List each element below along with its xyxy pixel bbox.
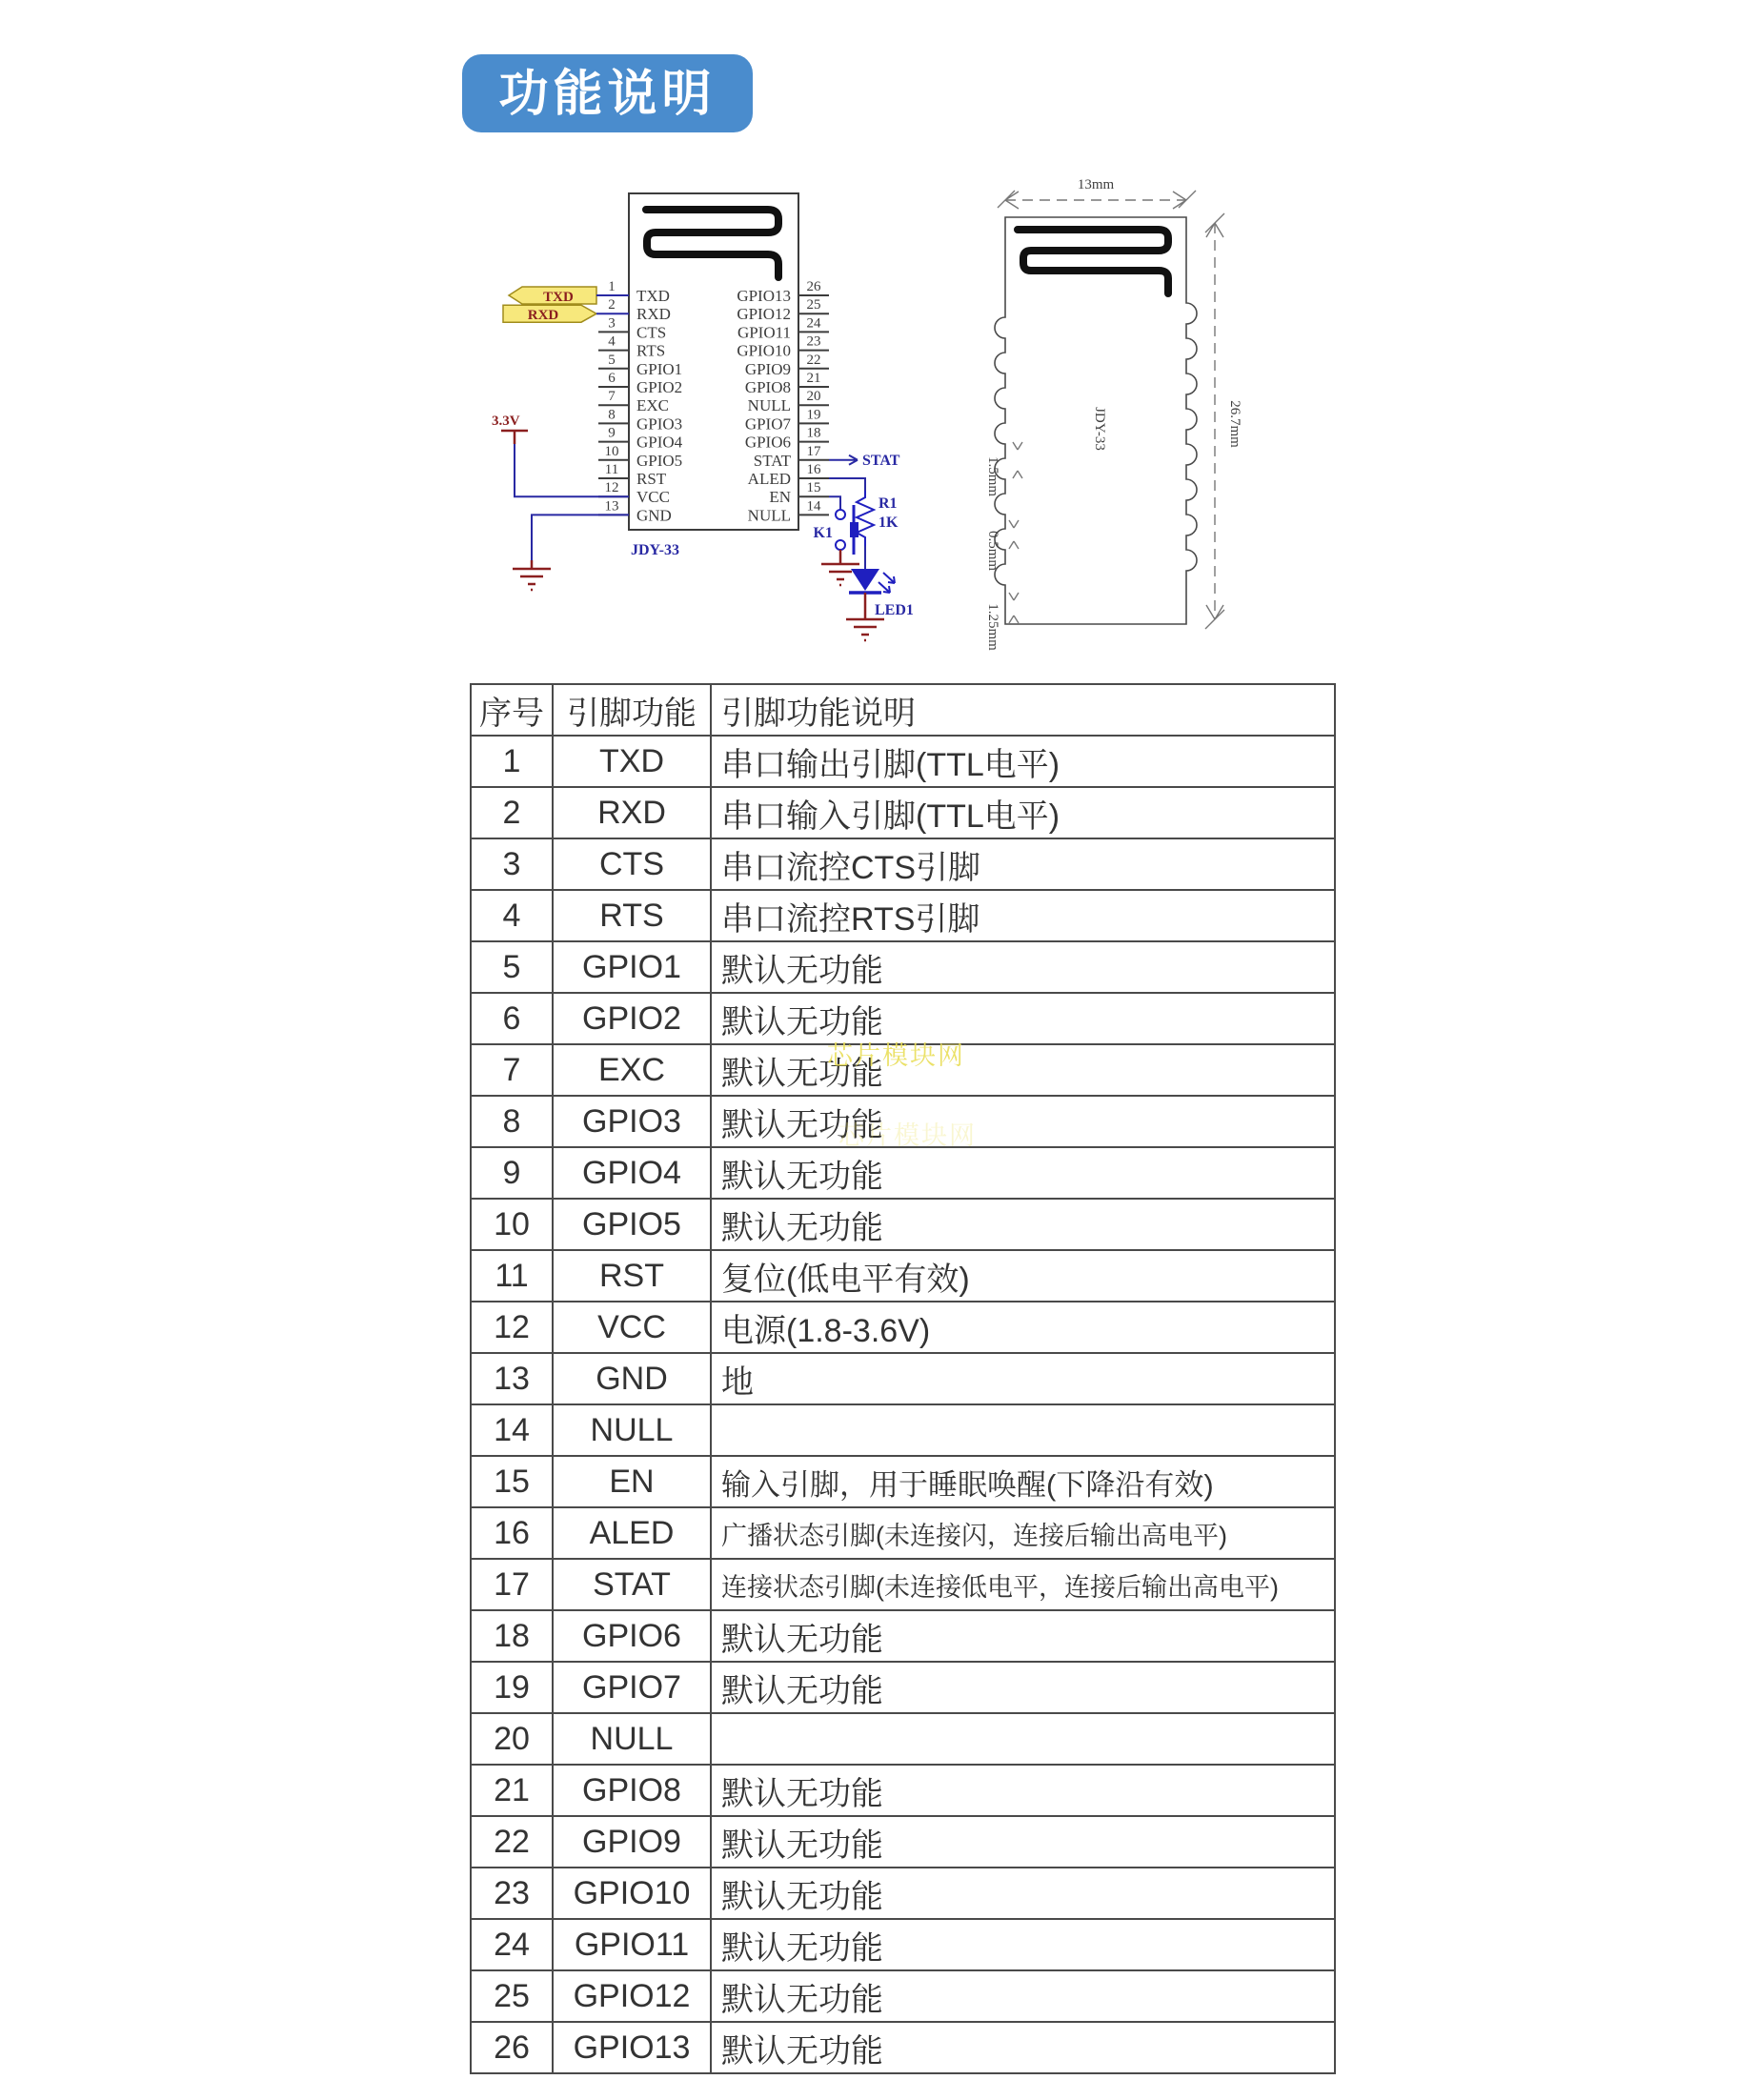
pin-label: TXD (636, 287, 670, 305)
column-header: 引脚功能说明 (711, 684, 1335, 736)
table-row (471, 1250, 1335, 1302)
pin-label: RTS (636, 341, 666, 360)
antenna-trace (646, 210, 778, 277)
led-ref: LED1 (875, 602, 914, 618)
right-pin-group (737, 279, 829, 524)
pin-name-cell: GPIO3 (553, 1096, 711, 1147)
pin-desc-cell: 默认无功能 (711, 1147, 1335, 1199)
pin-number: 6 (608, 371, 616, 386)
pin-desc-cell: 默认无功能 (711, 941, 1335, 993)
pad-dim-label-2: 0.5mm (985, 530, 1000, 572)
pin-name-cell: GND (553, 1353, 711, 1404)
table-row (471, 1970, 1335, 2022)
pin-number: 26 (806, 279, 821, 294)
pin-number-cell: 13 (471, 1353, 553, 1404)
pad-dim-arrows-2 (1009, 520, 1019, 549)
watermark-text: 芯片模块网 (827, 1041, 965, 1070)
table-row (471, 1868, 1335, 1919)
pin-label: GPIO6 (744, 433, 791, 452)
pin-label: GPIO10 (737, 341, 791, 360)
pin-number: 25 (806, 297, 821, 313)
pin-name-cell: CTS (553, 838, 711, 890)
pin-number: 9 (608, 425, 616, 441)
pin-name-cell: NULL (553, 1713, 711, 1765)
pin-number-cell: 23 (471, 1868, 553, 1919)
pin-number-cell: 1 (471, 736, 553, 787)
pin-desc-cell: 默认无功能 (711, 1970, 1335, 2022)
aled-wire (829, 478, 865, 491)
chip-ref-label: JDY-33 (631, 542, 679, 558)
pin-desc-cell: 广播状态引脚(未连接闪，连接后输出高电平) (711, 1507, 1335, 1559)
pin-label: GPIO2 (636, 378, 683, 396)
pin-name-cell: RTS (553, 890, 711, 941)
pin-label: CTS (636, 323, 667, 342)
gnd-net (513, 515, 629, 590)
pin-name-cell: GPIO6 (553, 1610, 711, 1662)
column-header: 引脚功能 (553, 684, 711, 736)
pin-number: 3 (608, 315, 616, 332)
pin-number: 11 (604, 462, 619, 477)
pin-number-cell: 18 (471, 1610, 553, 1662)
pin-number: 16 (806, 462, 821, 477)
pin-label: GPIO8 (744, 378, 791, 396)
pin-desc-cell: 默认无功能 (711, 1044, 1335, 1096)
pin-number-cell: 15 (471, 1456, 553, 1507)
pin-label: VCC (636, 488, 670, 507)
pad-dim-label-1: 1.5mm (985, 455, 1000, 497)
pin-label: NULL (747, 506, 791, 525)
pin-number: 21 (806, 371, 821, 386)
module-antenna-trace (1018, 230, 1168, 293)
table-row (471, 1507, 1335, 1559)
table-row (471, 1404, 1335, 1456)
pin-number: 19 (806, 407, 821, 423)
pin-number: 4 (608, 333, 616, 350)
pin-label: EN (769, 488, 791, 507)
rxd-flag-label: RXD (527, 308, 559, 323)
pin-number-cell: 24 (471, 1919, 553, 1970)
pin-number: 7 (608, 389, 616, 405)
pin-name-cell: GPIO13 (553, 2022, 711, 2073)
pin-number-cell: 12 (471, 1302, 553, 1353)
pin-name-cell: VCC (553, 1302, 711, 1353)
pin-label: ALED (747, 470, 791, 488)
table-row (471, 1353, 1335, 1404)
watermark-text: 芯片模块网 (838, 1121, 977, 1150)
column-header: 序号 (471, 684, 553, 736)
pin-desc-cell: 默认无功能 (711, 1096, 1335, 1147)
table-row (471, 890, 1335, 941)
pin-number: 13 (604, 498, 619, 515)
pin-number: 2 (608, 297, 616, 313)
pin-number-cell: 8 (471, 1096, 553, 1147)
pin-number-cell: 11 (471, 1250, 553, 1302)
pin-desc-cell (711, 1404, 1335, 1456)
power-label: 3.3V (492, 414, 520, 429)
table-row (471, 2022, 1335, 2073)
pin-name-cell: EXC (553, 1044, 711, 1096)
pin-number: 5 (608, 352, 616, 368)
pin-number-cell: 14 (471, 1404, 553, 1456)
pin-name-cell: RXD (553, 787, 711, 838)
pin-label: GPIO12 (737, 305, 791, 324)
pad-dim-arrows-3 (1009, 593, 1019, 623)
table-row (471, 787, 1335, 838)
button-cap (850, 522, 858, 537)
pin-desc-cell: 输入引脚，用于睡眠唤醒(下降沿有效) (711, 1456, 1335, 1507)
resistor-symbol (857, 491, 874, 546)
pin-name-cell: GPIO9 (553, 1816, 711, 1868)
pin-name-cell: GPIO11 (553, 1919, 711, 1970)
left-pin-group (598, 279, 683, 524)
table-row (471, 1713, 1335, 1765)
led-branch (829, 478, 914, 640)
pin-name-cell: GPIO4 (553, 1147, 711, 1199)
pin-desc-cell: 默认无功能 (711, 1919, 1335, 1970)
pin-number: 1 (608, 279, 616, 294)
pin-number-cell: 22 (471, 1816, 553, 1868)
pin-desc-cell: 默认无功能 (711, 1816, 1335, 1868)
pin-number: 18 (806, 425, 821, 441)
pin-desc-cell: 默认无功能 (711, 1662, 1335, 1713)
pin-label: GND (636, 506, 672, 525)
table-row (471, 1147, 1335, 1199)
table-row (471, 1044, 1335, 1096)
pin-number-cell: 6 (471, 993, 553, 1044)
pin-label: EXC (636, 396, 669, 415)
resistor-value: 1K (878, 515, 899, 531)
pin-number: 23 (806, 333, 821, 350)
table-row (471, 1199, 1335, 1250)
pin-number: 22 (806, 352, 821, 368)
pin-number-cell: 25 (471, 1970, 553, 2022)
pin-function-table (470, 683, 1336, 2074)
pin-number: 14 (806, 498, 821, 515)
pin-name-cell: GPIO10 (553, 1868, 711, 1919)
pin-number-cell: 7 (471, 1044, 553, 1096)
pin-name-cell: GPIO2 (553, 993, 711, 1044)
pin-desc-cell (711, 1713, 1335, 1765)
pin-name-cell: RST (553, 1250, 711, 1302)
pin-number-cell: 17 (471, 1559, 553, 1610)
pin-desc-cell: 默认无功能 (711, 1199, 1335, 1250)
pin-desc-cell: 串口流控CTS引脚 (711, 838, 1335, 890)
pin-number: 12 (604, 480, 619, 496)
pin-desc-cell: 默认无功能 (711, 1868, 1335, 1919)
pin-desc-cell: 串口输出引脚(TTL电平) (711, 736, 1335, 787)
pin-number: 10 (604, 443, 619, 459)
pin-number-cell: 4 (471, 890, 553, 941)
table-row (471, 736, 1335, 787)
gnd-wire (532, 515, 629, 560)
pin-number-cell: 2 (471, 787, 553, 838)
pin-number: 20 (806, 389, 821, 405)
pin-number-cell: 10 (471, 1199, 553, 1250)
table-row (471, 1610, 1335, 1662)
pin-label: RXD (636, 305, 671, 324)
module-silkscreen-label: JDY-33 (1092, 407, 1107, 451)
pin-label: RST (636, 470, 667, 488)
table-row (471, 1096, 1335, 1147)
pin-name-cell: GPIO5 (553, 1199, 711, 1250)
pin-label: GPIO1 (636, 359, 683, 378)
pin-desc-cell: 默认无功能 (711, 993, 1335, 1044)
width-dim-label: 13mm (1077, 177, 1115, 192)
pin-label: GPIO5 (636, 451, 683, 470)
resistor-ref: R1 (878, 495, 898, 512)
table-row (471, 1765, 1335, 1816)
button-terminal-top (836, 510, 845, 519)
pin-number: 15 (806, 480, 821, 496)
pin-number-cell: 16 (471, 1507, 553, 1559)
pin-number-cell: 19 (471, 1662, 553, 1713)
pin-desc-cell: 电源(1.8-3.6V) (711, 1302, 1335, 1353)
button-ground-symbol (821, 550, 859, 585)
table-row (471, 1456, 1335, 1507)
button-ref: K1 (813, 525, 833, 541)
table-row (471, 993, 1335, 1044)
pin-desc-cell: 复位(低电平有效) (711, 1250, 1335, 1302)
pin-desc-cell: 默认无功能 (711, 2022, 1335, 2073)
module-dimension-drawing (972, 143, 1296, 676)
pin-label: GPIO3 (636, 414, 683, 434)
stat-wire (829, 455, 858, 465)
table-row (471, 1919, 1335, 1970)
schematic-diagram (410, 133, 1000, 705)
led-emission-arrows (878, 573, 895, 593)
pin-label: GPIO11 (737, 323, 791, 342)
pin-number-cell: 5 (471, 941, 553, 993)
pin-number: 8 (608, 407, 616, 423)
pin-desc-cell: 默认无功能 (711, 1765, 1335, 1816)
pad-dim-arrows-1 (1013, 442, 1022, 478)
page-title: 功能说明 (462, 54, 753, 132)
pin-name-cell: GPIO7 (553, 1662, 711, 1713)
pin-name-cell: STAT (553, 1559, 711, 1610)
ground-symbol (513, 560, 551, 590)
pin-name-cell: ALED (553, 1507, 711, 1559)
pin-number-cell: 3 (471, 838, 553, 890)
stat-net (829, 453, 900, 469)
pin-label: GPIO4 (636, 433, 683, 452)
pin-label: GPIO13 (737, 287, 791, 305)
pin-label: GPIO9 (744, 359, 791, 378)
button-terminal-bottom (836, 540, 845, 550)
table-row (471, 1662, 1335, 1713)
table-row (471, 838, 1335, 890)
stat-label: STAT (862, 453, 900, 469)
en-wire (829, 496, 840, 510)
table-row (471, 1816, 1335, 1868)
pin-desc-cell: 默认无功能 (711, 1610, 1335, 1662)
table-row (471, 1559, 1335, 1610)
table-header-row (471, 684, 1335, 736)
txd-flag-label: TXD (543, 290, 574, 305)
pin-number: 24 (806, 315, 821, 332)
power-symbol (501, 431, 528, 444)
pin-label: STAT (753, 451, 791, 470)
pin-name-cell: GPIO1 (553, 941, 711, 993)
pin-name-cell: NULL (553, 1404, 711, 1456)
pin-name-cell: GPIO8 (553, 1765, 711, 1816)
pin-name-cell: TXD (553, 736, 711, 787)
pin-number-cell: 20 (471, 1713, 553, 1765)
pad-dim-label-3: 1.25mm (985, 603, 1000, 651)
pin-name-cell: GPIO12 (553, 1970, 711, 2022)
table-row (471, 1302, 1335, 1353)
pin-desc-cell: 串口输入引脚(TTL电平) (711, 787, 1335, 838)
pin-number-cell: 9 (471, 1147, 553, 1199)
led-symbol (851, 569, 879, 591)
pin-label: GPIO7 (744, 414, 791, 434)
pin-name-cell: EN (553, 1456, 711, 1507)
pin-number: 17 (806, 443, 821, 459)
table-row (471, 941, 1335, 993)
height-dim-label: 26.7mm (1227, 400, 1242, 448)
pin-label: NULL (747, 396, 791, 415)
pin-desc-cell: 连接状态引脚(未连接低电平，连接后输出高电平) (711, 1559, 1335, 1610)
pin-number-cell: 26 (471, 2022, 553, 2073)
pin-desc-cell: 地 (711, 1353, 1335, 1404)
pin-number-cell: 21 (471, 1765, 553, 1816)
pin-desc-cell: 串口流控RTS引脚 (711, 890, 1335, 941)
